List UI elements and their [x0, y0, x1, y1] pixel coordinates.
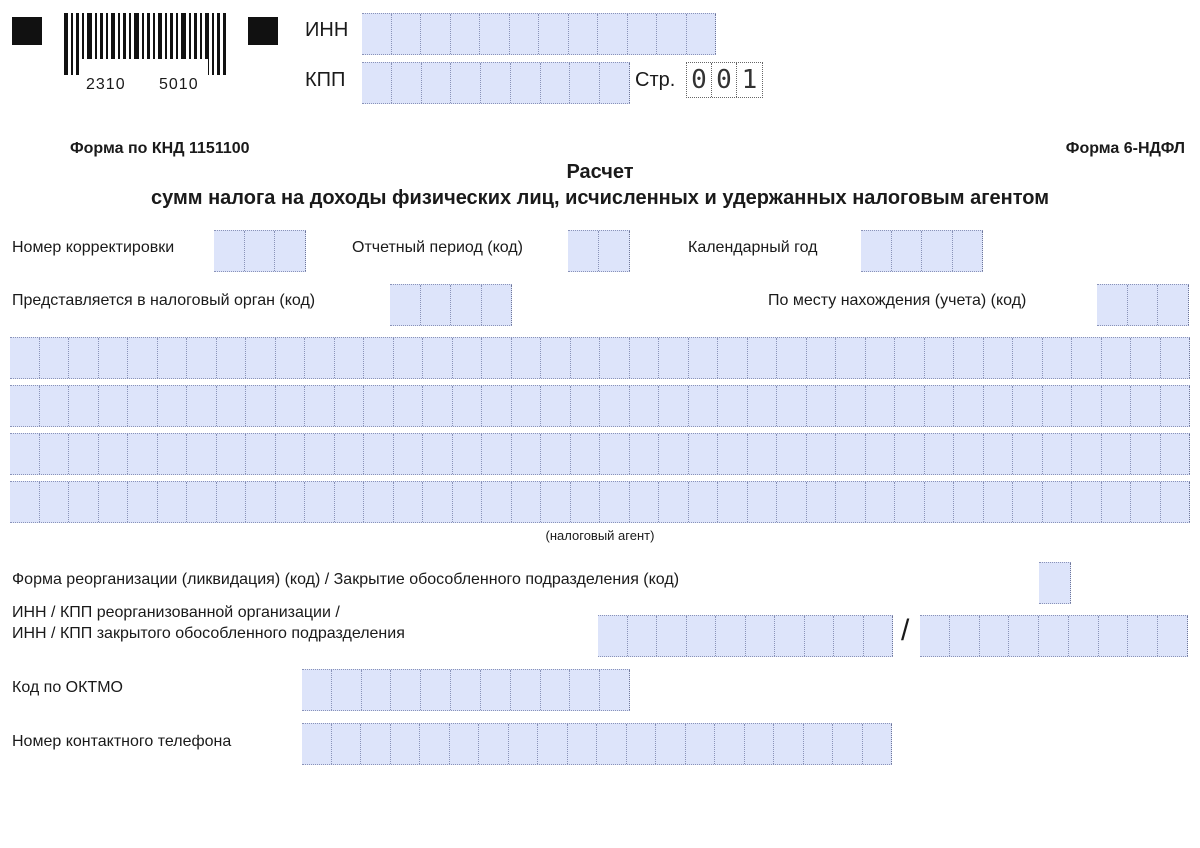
corner-marker-right — [248, 17, 278, 45]
report-period-label: Отчетный период (код) — [352, 239, 523, 256]
phone-field[interactable] — [302, 723, 892, 765]
tax-agent-name-row-3[interactable] — [10, 433, 1190, 475]
barcode-icon — [62, 13, 228, 75]
tax-agent-name-row-4[interactable] — [10, 481, 1190, 523]
reorg-form-label: Форма реорганизации (ликвидация) (код) / Закрытие обособленного подразделения (код) — [12, 571, 680, 588]
correction-number-label: Номер корректировки — [12, 239, 175, 256]
tax-authority-label: Представляется в налоговый орган (код) — [12, 292, 316, 309]
report-period-field[interactable] — [568, 230, 630, 272]
inn-field[interactable] — [362, 13, 716, 55]
page-label: Стр. — [635, 69, 676, 91]
inn-kpp-separator: / — [901, 614, 910, 647]
oktmo-field[interactable] — [302, 669, 630, 711]
reorg-inn-field[interactable] — [598, 615, 893, 657]
inn-label: ИНН — [305, 19, 349, 41]
form-title-line2: сумм налога на доходы физических лиц, исчисленных и удержанных налоговым агентом — [150, 187, 1050, 209]
page-digit: 1 — [741, 65, 758, 95]
page-digit: 0 — [712, 63, 737, 97]
phone-label: Номер контактного телефона — [12, 733, 232, 750]
knd-label: Форма по КНД 1151100 — [70, 140, 250, 157]
correction-number-field[interactable] — [214, 230, 306, 272]
page-number-field — [686, 62, 763, 98]
barcode-number-right: 5010 — [159, 76, 199, 93]
corner-marker-left — [12, 17, 42, 45]
tax-agent-name-block — [10, 337, 1190, 521]
oktmo-label: Код по ОКТМО — [12, 679, 123, 696]
tax-agent-name-row-2[interactable] — [10, 385, 1190, 427]
reorg-inn-label-line1: ИНН / КПП реорганизованной организации / — [12, 604, 340, 621]
calendar-year-field[interactable] — [861, 230, 983, 272]
reorg-inn-label-line2: ИНН / КПП закрытого обособленного подразделения — [12, 625, 405, 642]
form-title-line1: Расчет — [566, 161, 634, 183]
form-name: Форма 6-НДФЛ — [1065, 140, 1185, 157]
page-digit: 0 — [687, 63, 712, 97]
location-label: По месту нахождения (учета) (код) — [768, 292, 1027, 309]
reorg-form-field[interactable] — [1039, 562, 1071, 604]
kpp-label: КПП — [305, 69, 346, 91]
barcode-number-left: 2310 — [86, 76, 126, 93]
calendar-year-label: Календарный год — [688, 239, 818, 256]
reorg-kpp-field[interactable] — [920, 615, 1188, 657]
kpp-field[interactable] — [362, 62, 630, 104]
tax-authority-field[interactable] — [390, 284, 512, 326]
location-field[interactable] — [1097, 284, 1189, 326]
tax-agent-caption: (налоговый агент) — [545, 528, 655, 543]
tax-agent-name-row-1[interactable] — [10, 337, 1190, 379]
